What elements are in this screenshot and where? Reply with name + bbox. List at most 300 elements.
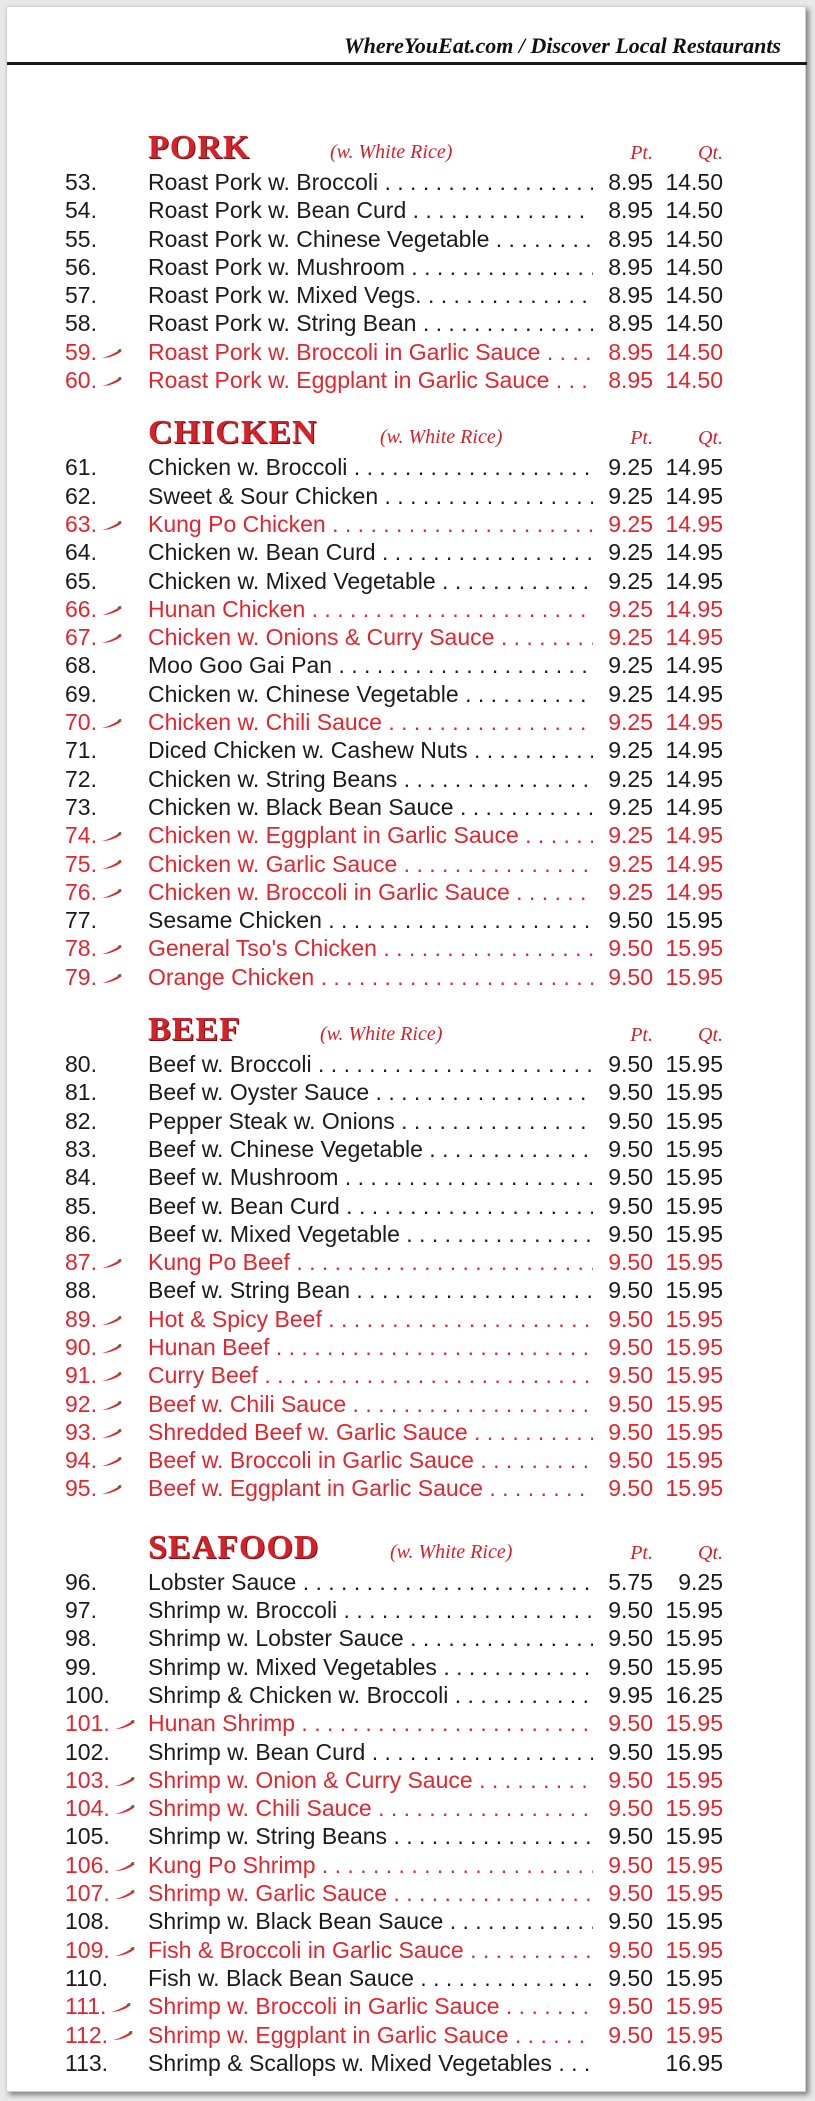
section-subtitle: (w. White Rice) <box>330 141 453 163</box>
item-price-pint: 9.50 <box>608 1249 653 1276</box>
item-price-quart: 15.95 <box>665 1738 723 1765</box>
item-name: Shrimp w. Mixed Vegetables . . . <box>148 1653 593 1681</box>
item-price-quart: 15.95 <box>665 1079 723 1106</box>
chili-pepper-icon <box>101 1401 123 1411</box>
item-name: Sweet & Sour Chicken . . . <box>148 482 593 510</box>
menu-item-row <box>65 595 735 623</box>
item-name: Beef w. Eggplant in Garlic Sauce . . . <box>148 1474 593 1502</box>
menu-item-row <box>65 338 735 366</box>
item-number: 77. <box>65 907 97 934</box>
item-price-pint: 8.95 <box>608 225 653 252</box>
item-price-quart: 15.95 <box>665 1851 723 1878</box>
chili-pepper-icon <box>101 1485 123 1495</box>
item-number: 59. <box>65 338 145 366</box>
item-number: 107. <box>65 1879 145 1907</box>
menu-item-row <box>65 1568 735 1596</box>
item-price-pint: 8.95 <box>608 310 653 337</box>
item-number: 93. <box>65 1418 145 1446</box>
item-price-quart: 15.95 <box>665 1964 723 1991</box>
item-price-pint: 9.50 <box>608 1597 653 1624</box>
menu-item-row <box>65 1879 735 1907</box>
item-price-quart: 15.95 <box>665 1710 723 1737</box>
item-price-quart: 14.95 <box>665 539 723 566</box>
item-number: 108. <box>65 1908 110 1935</box>
item-price-quart: 15.95 <box>665 1333 723 1360</box>
item-name: Shrimp w. Black Bean Sauce . . . <box>148 1907 593 1935</box>
item-price-quart: 15.95 <box>665 1625 723 1652</box>
item-number: 69. <box>65 680 97 707</box>
item-name: Chicken w. Black Bean Sauce . . . <box>148 793 593 821</box>
item-price-pint: 9.50 <box>608 1653 653 1680</box>
item-name: Roast Pork w. Mushroom . . . <box>148 253 593 281</box>
chili-pepper-icon <box>101 349 123 359</box>
item-price-quart: 15.95 <box>665 1390 723 1417</box>
menu-item-row <box>65 850 735 878</box>
item-number: 80. <box>65 1051 97 1078</box>
item-price-pint: 9.25 <box>608 765 653 792</box>
chili-pepper-icon <box>114 1720 136 1730</box>
item-name: Beef w. Mushroom . . . <box>148 1163 593 1191</box>
item-price-pint: 9.50 <box>608 1192 653 1219</box>
item-number: 113. <box>65 2049 109 2076</box>
item-name: Hunan Chicken . . . <box>148 595 593 623</box>
item-price-quart: 14.95 <box>665 454 723 481</box>
menu-item-row <box>65 281 735 309</box>
item-number: 70. <box>65 708 145 736</box>
item-price-pint: 9.50 <box>608 1418 653 1445</box>
pint-column-header: Pt. <box>630 1024 653 1047</box>
item-price-quart: 14.95 <box>665 595 723 622</box>
menu-item-row <box>65 1794 735 1822</box>
menu-item-row <box>65 736 735 764</box>
item-number: 87. <box>65 1248 145 1276</box>
item-name: Shrimp w. String Beans . . . <box>148 1822 593 1850</box>
chili-pepper-icon <box>112 2031 134 2041</box>
item-number: 65. <box>65 567 97 594</box>
item-price-pint: 9.50 <box>608 1625 653 1652</box>
chili-pepper-icon <box>114 1777 136 1787</box>
item-price-pint: 9.50 <box>608 1362 653 1389</box>
menu-item-row <box>65 1446 735 1474</box>
item-number: 96. <box>65 1568 97 1595</box>
item-number: 73. <box>65 793 97 820</box>
item-price-quart: 14.50 <box>665 225 723 252</box>
item-name: Chicken w. Garlic Sauce . . . <box>148 850 593 878</box>
item-price-pint: 9.50 <box>608 1051 653 1078</box>
item-price-quart: 15.95 <box>665 1418 723 1445</box>
item-number: 98. <box>65 1625 97 1652</box>
item-name: Hunan Shrimp . . . <box>148 1709 593 1737</box>
item-name: General Tso's Chicken . . . <box>148 934 593 962</box>
item-price-quart: 14.50 <box>665 367 723 394</box>
item-price-quart: 14.95 <box>665 510 723 537</box>
chili-pepper-icon <box>114 1805 136 1815</box>
item-name: Roast Pork w. Eggplant in Garlic Sauce . . . <box>148 366 593 394</box>
item-price-pint: 9.50 <box>608 1447 653 1474</box>
item-name: Chicken w. Chinese Vegetable . . . <box>148 680 593 708</box>
item-number: 94. <box>65 1446 145 1474</box>
item-number: 86. <box>65 1220 97 1247</box>
menu-item-row <box>65 1050 735 1078</box>
chili-pepper-icon <box>101 889 123 899</box>
item-price-quart: 14.95 <box>665 709 723 736</box>
item-number: 74. <box>65 821 145 849</box>
chili-pepper-icon <box>101 860 123 870</box>
item-price-quart: 14.95 <box>665 822 723 849</box>
menu-item-row <box>65 253 735 281</box>
item-name: Fish & Broccoli in Garlic Sauce . . . <box>148 1936 593 1964</box>
menu-item-row <box>65 1248 735 1276</box>
item-number: 88. <box>65 1277 97 1304</box>
menu-item-row <box>65 225 735 253</box>
item-price-pint: 8.95 <box>608 367 653 394</box>
item-number: 95. <box>65 1474 145 1502</box>
menu-item-row <box>65 1851 735 1879</box>
item-name: Shrimp w. Bean Curd . . . <box>148 1738 593 1766</box>
item-price-pint: 9.50 <box>608 1220 653 1247</box>
item-number: 72. <box>65 765 97 792</box>
item-price-pint: 9.25 <box>608 482 653 509</box>
item-price-quart: 15.95 <box>665 1447 723 1474</box>
item-name: Pepper Steak w. Onions . . . <box>148 1107 593 1135</box>
item-name: Moo Goo Gai Pan . . . <box>148 651 593 679</box>
item-name: Chicken w. Broccoli in Garlic Sauce . . . <box>148 878 593 906</box>
item-price-quart: 15.95 <box>665 1993 723 2020</box>
menu-item-row <box>65 1220 735 1248</box>
item-price-quart: 14.95 <box>665 567 723 594</box>
item-name: Chicken w. Bean Curd . . . <box>148 538 593 566</box>
section-title: BEEF <box>148 1011 241 1049</box>
menu-item-row <box>65 680 735 708</box>
item-name: Roast Pork w. String Bean . . . <box>148 309 593 337</box>
menu-item-row <box>65 963 735 991</box>
menu-item-row <box>65 1681 735 1709</box>
section-header-seafood <box>65 1528 735 1568</box>
chili-pepper-icon <box>114 1890 136 1900</box>
item-name: Roast Pork w. Mixed Vegs. . . . <box>148 281 593 309</box>
item-price-pint: 9.50 <box>608 907 653 934</box>
pint-column-header: Pt. <box>630 427 653 450</box>
item-price-pint: 9.25 <box>608 737 653 764</box>
item-number: 62. <box>65 482 97 509</box>
item-price-pint: 9.25 <box>608 567 653 594</box>
item-price-quart: 16.95 <box>665 2049 723 2076</box>
item-price-quart: 15.95 <box>665 1823 723 1850</box>
site-header-text: WhereYouEat.com / Discover Local Restaurants <box>344 33 781 58</box>
item-price-quart: 14.50 <box>665 253 723 280</box>
item-price-pint: 9.25 <box>608 652 653 679</box>
item-name: Chicken w. Onions & Curry Sauce . . . <box>148 623 593 651</box>
item-number: 66. <box>65 595 145 623</box>
item-number: 106. <box>65 1851 145 1879</box>
item-price-pint: 9.50 <box>608 1936 653 1963</box>
item-name: Shrimp w. Broccoli . . . <box>148 1596 593 1624</box>
item-price-pint: 9.25 <box>608 454 653 481</box>
menu-item-row <box>65 1474 735 1502</box>
menu-item-row <box>65 1361 735 1389</box>
item-price-pint: 9.25 <box>608 878 653 905</box>
item-number: 101. <box>65 1709 145 1737</box>
item-number: 63. <box>65 510 145 538</box>
item-price-pint: 9.50 <box>608 1107 653 1134</box>
item-price-quart: 14.50 <box>665 282 723 309</box>
chili-pepper-icon <box>114 1947 136 1957</box>
item-price-pint: 9.50 <box>608 1851 653 1878</box>
chili-pepper-icon <box>114 1862 136 1872</box>
item-number: 111. <box>65 1992 145 2020</box>
section-title: CHICKEN <box>148 414 318 452</box>
item-price-pint: 9.50 <box>608 1964 653 1991</box>
menu-item-row <box>65 2021 735 2049</box>
item-price-quart: 15.95 <box>665 1051 723 1078</box>
menu-item-row <box>65 510 735 538</box>
item-name: Shrimp w. Broccoli in Garlic Sauce . . . <box>148 1992 593 2020</box>
item-price-quart: 15.95 <box>665 1220 723 1247</box>
menu-item-row <box>65 1078 735 1106</box>
item-number: 110. <box>65 1964 109 1991</box>
item-price-pint: 9.50 <box>608 1135 653 1162</box>
item-name: Kung Po Beef . . . <box>148 1248 593 1276</box>
item-number: 82. <box>65 1107 97 1134</box>
item-name: Shrimp w. Lobster Sauce . . . <box>148 1624 593 1652</box>
menu-item-row <box>65 1766 735 1794</box>
menu-item-row <box>65 1276 735 1304</box>
item-price-pint: 5.75 <box>608 1568 653 1595</box>
menu-item-row <box>65 1964 735 1992</box>
item-price-pint: 9.50 <box>608 2021 653 2048</box>
item-price-quart: 15.95 <box>665 1795 723 1822</box>
item-number: 71. <box>65 737 97 764</box>
item-number: 54. <box>65 197 97 224</box>
menu-item-row <box>65 878 735 906</box>
item-number: 56. <box>65 253 97 280</box>
item-name: Kung Po Shrimp . . . <box>148 1851 593 1879</box>
item-name: Fish w. Black Bean Sauce . . . <box>148 1964 593 1992</box>
item-name: Beef w. String Bean . . . <box>148 1276 593 1304</box>
item-number: 75. <box>65 850 145 878</box>
item-price-pint: 9.25 <box>608 680 653 707</box>
item-name: Beef w. Broccoli . . . <box>148 1050 593 1078</box>
item-price-quart: 15.95 <box>665 1107 723 1134</box>
item-price-pint: 9.25 <box>608 510 653 537</box>
item-price-quart: 15.95 <box>665 1249 723 1276</box>
quart-column-header: Qt. <box>698 1024 723 1047</box>
menu-item-row <box>65 2049 735 2077</box>
section-title: PORK <box>148 129 251 166</box>
item-price-quart: 15.95 <box>665 1305 723 1332</box>
item-price-quart: 15.95 <box>665 1766 723 1793</box>
item-number: 109. <box>65 1936 145 1964</box>
item-price-quart: 14.95 <box>665 652 723 679</box>
pint-column-header: Pt. <box>630 1541 653 1564</box>
item-number: 105. <box>65 1823 110 1850</box>
item-price-pint: 9.25 <box>608 709 653 736</box>
chili-pepper-icon <box>101 945 123 955</box>
menu-item-row <box>65 1135 735 1163</box>
item-price-pint: 8.95 <box>608 253 653 280</box>
section-header-chicken <box>65 416 735 453</box>
item-price-pint: 9.25 <box>608 793 653 820</box>
item-number: 78. <box>65 934 145 962</box>
item-price-quart: 14.95 <box>665 793 723 820</box>
item-name: Sesame Chicken . . . <box>148 906 593 934</box>
item-number: 99. <box>65 1653 97 1680</box>
item-number: 64. <box>65 539 97 566</box>
item-price-pint: 9.50 <box>608 1333 653 1360</box>
item-name: Chicken w. Broccoli . . . <box>148 453 593 481</box>
item-price-pint: 9.50 <box>608 1795 653 1822</box>
item-name: Curry Beef . . . <box>148 1361 593 1389</box>
item-price-quart: 15.95 <box>665 1192 723 1219</box>
menu-item-row <box>65 1163 735 1191</box>
item-price-pint: 9.25 <box>608 850 653 877</box>
item-name: Beef w. Bean Curd . . . <box>148 1192 593 1220</box>
menu-item-row <box>65 309 735 337</box>
menu-item-row <box>65 1305 735 1333</box>
item-name: Shrimp w. Chili Sauce . . . <box>148 1794 593 1822</box>
item-price-quart: 14.50 <box>665 169 723 195</box>
item-price-quart: 15.95 <box>665 1597 723 1624</box>
item-price-pint: 9.50 <box>608 935 653 962</box>
menu-item-row <box>65 482 735 510</box>
item-price-quart: 14.95 <box>665 878 723 905</box>
item-price-quart: 15.95 <box>665 1135 723 1162</box>
pint-column-header: Pt. <box>630 142 653 164</box>
item-price-quart: 14.95 <box>665 765 723 792</box>
menu-item-row <box>65 1653 735 1681</box>
item-price-pint: 8.95 <box>608 282 653 309</box>
item-price-pint: 9.50 <box>608 963 653 990</box>
section-subtitle: (w. White Rice) <box>380 426 503 449</box>
item-name: Roast Pork w. Bean Curd . . . <box>148 196 593 224</box>
section-subtitle: (w. White Rice) <box>320 1023 443 1046</box>
item-number: 61. <box>65 454 97 481</box>
item-number: 60. <box>65 366 145 394</box>
item-number: 79. <box>65 963 145 991</box>
item-price-pint: 8.95 <box>608 338 653 365</box>
item-number: 91. <box>65 1361 145 1389</box>
item-name: Shrimp w. Garlic Sauce . . . <box>148 1879 593 1907</box>
site-header-bar <box>7 7 807 65</box>
item-name: Beef w. Chili Sauce . . . <box>148 1390 593 1418</box>
item-price-quart: 15.95 <box>665 2021 723 2048</box>
menu-item-row <box>65 1709 735 1737</box>
chili-pepper-icon <box>101 974 123 984</box>
item-number: 89. <box>65 1305 145 1333</box>
item-name: Chicken w. Mixed Vegetable . . . <box>148 567 593 595</box>
item-name: Roast Pork w. Broccoli in Garlic Sauce . . . <box>148 338 593 366</box>
quart-column-header: Qt. <box>698 142 723 164</box>
item-price-pint: 9.50 <box>608 1908 653 1935</box>
section-subtitle: (w. White Rice) <box>390 1540 513 1563</box>
menu-item-row <box>65 1390 735 1418</box>
menu-item-row <box>65 1992 735 2020</box>
item-price-pint: 9.95 <box>608 1681 653 1708</box>
item-price-quart: 15.95 <box>665 935 723 962</box>
menu-item-row <box>65 1822 735 1850</box>
item-price-pint: 9.50 <box>608 1079 653 1106</box>
menu-item-row <box>65 765 735 793</box>
item-name: Beef w. Mixed Vegetable . . . <box>148 1220 593 1248</box>
chili-pepper-icon <box>101 1316 123 1326</box>
item-price-quart: 15.95 <box>665 1653 723 1680</box>
item-name: Beef w. Broccoli in Garlic Sauce . . . <box>148 1446 593 1474</box>
item-price-quart: 14.50 <box>665 310 723 337</box>
item-price-quart: 14.50 <box>665 197 723 224</box>
item-price-quart: 15.95 <box>665 907 723 934</box>
item-number: 104. <box>65 1794 145 1822</box>
item-name: Shrimp & Chicken w. Broccoli . . . <box>148 1681 593 1709</box>
item-price-pint: 9.50 <box>608 1766 653 1793</box>
menu-item-row <box>65 651 735 679</box>
item-name: Diced Chicken w. Cashew Nuts . . . <box>148 736 593 764</box>
menu-item-row <box>65 934 735 962</box>
item-name: Roast Pork w. Chinese Vegetable . . . <box>148 225 593 253</box>
menu-item-row <box>65 453 735 481</box>
item-price-pint: 9.50 <box>608 1277 653 1304</box>
item-price-pint: 9.50 <box>608 1710 653 1737</box>
item-number: 84. <box>65 1164 97 1191</box>
chili-pepper-icon <box>101 521 123 531</box>
item-name: Hunan Beef . . . <box>148 1333 593 1361</box>
item-name: Shrimp w. Eggplant in Garlic Sauce . . . <box>148 2021 593 2049</box>
item-price-quart: 15.95 <box>665 1277 723 1304</box>
quart-column-header: Qt. <box>698 1541 723 1564</box>
item-price-quart: 15.95 <box>665 1362 723 1389</box>
item-name: Chicken w. String Beans . . . <box>148 765 593 793</box>
item-number: 76. <box>65 878 145 906</box>
item-price-quart: 15.95 <box>665 1880 723 1907</box>
chili-pepper-icon <box>101 1372 123 1382</box>
item-price-pint: 8.95 <box>608 197 653 224</box>
item-price-pint: 9.50 <box>608 1880 653 1907</box>
chili-pepper-icon <box>101 719 123 729</box>
item-name: Lobster Sauce . . . <box>148 1568 593 1596</box>
menu-item-row <box>65 1738 735 1766</box>
item-price-pint: 9.50 <box>608 1390 653 1417</box>
item-name: Beef w. Chinese Vegetable . . . <box>148 1135 593 1163</box>
item-name: Shrimp & Scallops w. Mixed Vegetables . . . <box>148 2049 593 2077</box>
section-header-pork <box>65 131 735 168</box>
item-price-pint: 9.50 <box>608 1475 653 1502</box>
chili-pepper-icon <box>101 634 123 644</box>
item-name: Beef w. Oyster Sauce . . . <box>148 1078 593 1106</box>
menu-item-row <box>65 538 735 566</box>
item-price-quart: 15.95 <box>665 1475 723 1502</box>
menu-page <box>6 6 806 2092</box>
item-name: Chicken w. Eggplant in Garlic Sauce . . . <box>148 821 593 849</box>
item-number: 83. <box>65 1135 97 1162</box>
item-price-pint: 9.50 <box>608 1305 653 1332</box>
item-name: Shrimp w. Onion & Curry Sauce . . . <box>148 1766 593 1794</box>
item-price-pint: 9.25 <box>608 624 653 651</box>
menu-item-row <box>65 1907 735 1935</box>
menu-item-row <box>65 1624 735 1652</box>
menu-item-row <box>65 196 735 224</box>
menu-content <box>65 131 735 2077</box>
item-name: Shredded Beef w. Garlic Sauce . . . <box>148 1418 593 1446</box>
item-number: 97. <box>65 1597 97 1624</box>
chili-pepper-icon <box>101 1429 123 1439</box>
item-price-quart: 14.95 <box>665 737 723 764</box>
item-number: 100. <box>65 1681 110 1708</box>
menu-item-row <box>65 366 735 394</box>
chili-pepper-icon <box>101 606 123 616</box>
menu-item-row <box>65 623 735 651</box>
item-price-quart: 14.95 <box>665 850 723 877</box>
item-price-quart: 9.25 <box>678 1568 723 1595</box>
item-name: Roast Pork w. Broccoli . . . <box>148 168 593 196</box>
